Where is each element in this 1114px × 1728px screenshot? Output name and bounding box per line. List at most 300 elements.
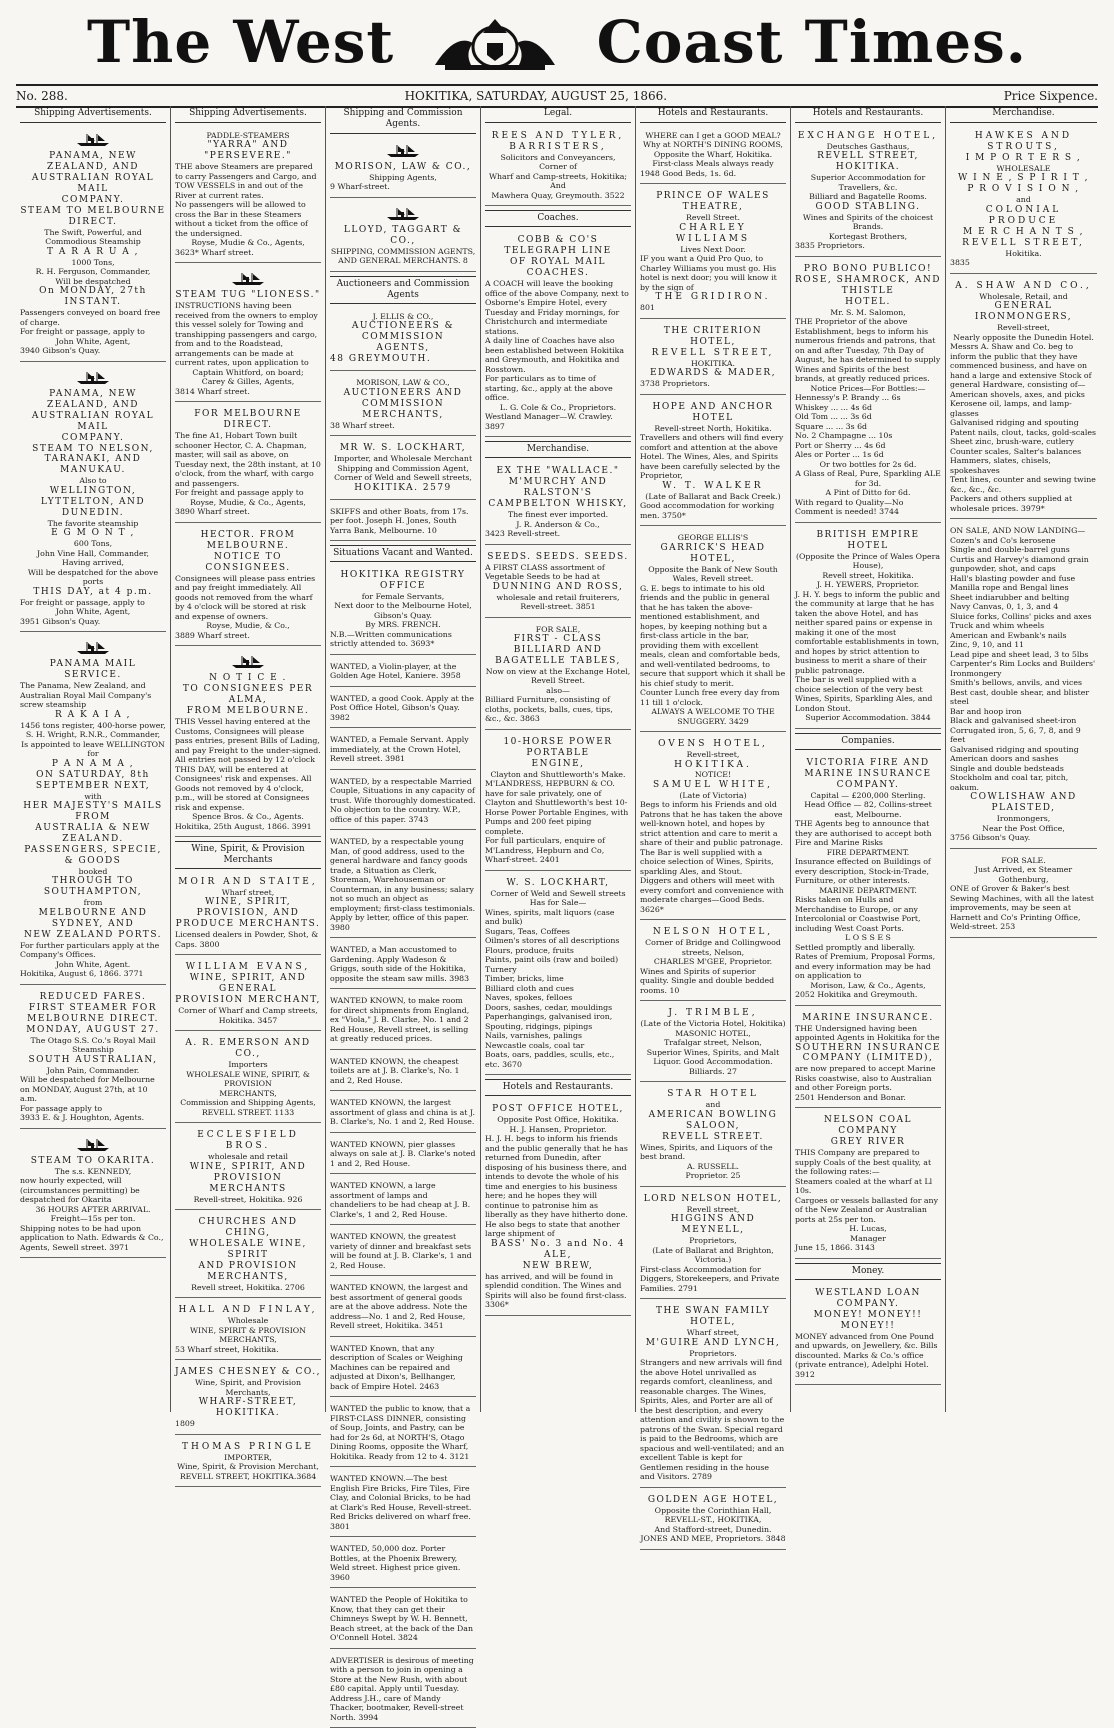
ad-line: WANTED the People of Hokitika to Know, that they can get their Chimneys Swept by W. H. Bennett, Beach street, at the back of the Dan O'Connell Hotel. 3824 bbox=[330, 1595, 473, 1643]
ad-line: Next door to the Melbourne Hotel, bbox=[334, 601, 472, 611]
ad-line: 1809 bbox=[175, 1419, 195, 1429]
ad-line: Tent lines, counter and sewing twine &c., &c., &c. bbox=[950, 475, 1096, 494]
advertisement bbox=[175, 266, 321, 402]
ad-line: GOLDEN AGE HOTEL, bbox=[647, 1494, 779, 1505]
ad-line: HIGGINS AND MEYNELL, bbox=[670, 1214, 756, 1236]
ad-line: Doors, sashes, cedar, mouldings bbox=[485, 1002, 613, 1012]
ad-line: SOUTHERN INSURANCE COMPANY (LIMITED), bbox=[795, 1042, 941, 1064]
advertisement bbox=[175, 1126, 321, 1210]
ad-line: Curtis and Harvey's diamond grain gunpowder, shot, and caps bbox=[950, 554, 1089, 574]
ship-icon bbox=[230, 655, 266, 669]
ad-line: Will be despatched for the above ports bbox=[27, 567, 159, 587]
ad-line: 9 Wharf-street. bbox=[330, 182, 390, 192]
ad-line: The fine A1, Hobart Town built schooner Hector, C. A. Chapman, master, will sail as above, on Tuesday next, the 28th instant, at 10 o'clock, from the wharf, with cargo and passengers. bbox=[175, 431, 321, 488]
advertisement bbox=[175, 127, 321, 263]
advertisement bbox=[330, 566, 476, 655]
ad-line: Paints, paint oils (raw and boiled) bbox=[485, 955, 619, 965]
ad-line: Corner of bbox=[539, 162, 577, 172]
ship-icon bbox=[75, 1138, 111, 1152]
ad-line: Messrs A. Shaw and Co. beg to inform the public that they have commenced business, and have on hand a large and extensive Stock of general Hardware, consisting of— bbox=[950, 342, 1092, 390]
ad-line: 801 bbox=[640, 303, 655, 313]
column-heading: Hotels and Restaurants. bbox=[640, 106, 786, 123]
ad-line: WHOLESALE bbox=[996, 163, 1051, 173]
ad-line: IMPORTER, bbox=[224, 1452, 272, 1462]
ad-line: Wharf street, bbox=[221, 887, 275, 897]
advertisement bbox=[950, 277, 1097, 519]
ad-line: Smith's bellows, anvils, and vices bbox=[950, 678, 1082, 688]
ad-line: R A K A I A , bbox=[54, 709, 132, 720]
ad-line: Proprietor. 25 bbox=[685, 1171, 741, 1181]
ad-line: NEW ZEALAND PORTS. bbox=[23, 929, 163, 940]
section-heading: Wine, Spirit, & Provision Merchants bbox=[175, 841, 321, 869]
ad-line: And Stafford-street, Dunedin. bbox=[654, 1524, 772, 1534]
ad-line: 38 Wharf street. bbox=[330, 420, 395, 430]
ad-line: NELSON HOTEL, bbox=[652, 927, 774, 938]
ad-line: also— bbox=[546, 685, 570, 695]
ad-line: American and Ewbank's nails bbox=[950, 630, 1067, 640]
ad-line: STEAM TO MELBOURNE DIRECT. bbox=[20, 205, 166, 227]
ad-line: WANTED KNOWN, the greatest variety of dinner and breakfast sets will be found at J. B. Clarke's, 1 and 2, Red House. bbox=[330, 1232, 472, 1270]
ad-line: Trafalgar street, Nelson, bbox=[664, 1038, 762, 1048]
ad-line: WINE, SPIRIT, AND bbox=[189, 1161, 307, 1172]
ship-icon bbox=[230, 272, 266, 286]
ad-line: Navy Canvas, 0, 1, 3, and 4 bbox=[950, 602, 1059, 612]
ad-line: A Pint of Ditto for 6d. bbox=[825, 488, 911, 498]
ad-line: HALL AND FINLAY, bbox=[178, 1305, 318, 1316]
ad-line: PROVISION MERCHANTS bbox=[209, 1172, 287, 1194]
ad-line: WANTED, a Violin-player, at the Golden Age Hotel, Kaniere. 3958 bbox=[330, 661, 461, 681]
ad-line: THE Proprietor of the above Establishment, begs to inform his numerous friends and patrons, that on and after Tuesday, 7th Day of August, he has determined to supply Wines and Spirits of the best brands, at greatly reduced prices. bbox=[795, 317, 941, 384]
ad-line: A. R. EMERSON AND CO., bbox=[185, 1038, 311, 1060]
ad-line: The s.s. KENNEDY, bbox=[54, 1166, 132, 1176]
ad-line: STAR HOTEL bbox=[667, 1089, 759, 1100]
ad-line: AUSTRALIAN ROYAL MAIL bbox=[31, 172, 155, 194]
ad-line: ALWAYS A WELCOME TO THE SNUGGERY. 3429 bbox=[651, 707, 775, 726]
ad-line: Lead pipe and sheet lead, 3 to 5lbs bbox=[950, 649, 1089, 659]
ad-line: 2501 Henderson and Bonar. bbox=[795, 1092, 906, 1102]
ad-line: STEAM TO NELSON, TARANAKI, AND MANUKAU. bbox=[32, 443, 154, 476]
advertisement bbox=[795, 1111, 941, 1258]
ad-line: 3951 Gibson's Quay. bbox=[20, 616, 101, 626]
ad-line: for Female Servants, bbox=[361, 591, 445, 601]
section-heading: Money. bbox=[795, 1263, 941, 1280]
advertisement bbox=[330, 138, 476, 198]
ad-line: BASS' No. 3 and No. 4 ALE, bbox=[491, 1238, 625, 1260]
ad-line: M'LANDRESS, HEPBURN & CO. have for sale privately, one of Clayton and Shuttleworth's best 10-Horse Power Portable Engines, with Pumps and 200 feet piping complete. bbox=[485, 779, 629, 836]
ad-line: WANTED Known, that any description of Scales or Weighing Machines can be repaired and adjusted at Dixon's, Bellhanger, back of Empire Hotel. 2463 bbox=[330, 1343, 463, 1391]
advertisement bbox=[640, 322, 786, 395]
ad-line: Sluice forks, Collins' picks and axes bbox=[950, 611, 1092, 621]
ad-line: GOOD STABLING. bbox=[815, 201, 921, 212]
ad-line: Having arrived, bbox=[62, 558, 124, 568]
ad-line: NELSON COAL COMPANY bbox=[824, 1115, 912, 1137]
ad-line: OF ROYAL MAIL COACHES. bbox=[510, 257, 606, 279]
ad-line: By MRS. FRENCH. bbox=[365, 620, 441, 630]
advertisement bbox=[485, 1100, 631, 1315]
ad-line: EXCHANGE HOTEL, bbox=[797, 130, 939, 141]
ad-line: For particulars as to time of starting, &c., apply at the above office. bbox=[485, 374, 613, 403]
ad-line: Licensed dealers in Powder, Shot, & Caps. 3800 bbox=[175, 930, 319, 949]
ad-line: WHARF-STREET, HOKITIKA. bbox=[198, 1397, 298, 1419]
ad-line: Billiard cloth and cues bbox=[485, 983, 574, 993]
ad-line: W I N E , S P I R I T , bbox=[957, 173, 1090, 184]
ad-line: H. Lucas, bbox=[849, 1224, 887, 1234]
ad-line: Port or Sherry ... 4s 6d bbox=[795, 440, 886, 450]
ad-line: 3890 Wharf street. bbox=[175, 507, 250, 517]
ad-line: L O S S E S bbox=[845, 933, 891, 943]
ad-line: MONEY advanced from One Pound and upwards, on Jewellery, &c. Bills discounted. Marks & Co.'s office (private entrance), Adelphi Hotel. 3912 bbox=[795, 1331, 938, 1379]
ad-line: STEAM TO OKARITA. bbox=[30, 1155, 156, 1166]
ad-line: Shipping notes to be had upon application to Nath. Edwards & Co., Agents, Sewell street. 3971 bbox=[20, 1223, 164, 1252]
advertisement bbox=[640, 187, 786, 318]
ad-line: Near the Post Office, bbox=[982, 823, 1065, 833]
ad-line: 1000 Tons, bbox=[71, 257, 115, 267]
ad-line: VICTORIA FIRE AND MARINE INSURANCE COMPANY. bbox=[804, 757, 932, 790]
advertisement bbox=[20, 365, 166, 633]
ad-line: Galvanised ridging and spouting bbox=[950, 418, 1079, 428]
ad-line: Revell-street, bbox=[997, 323, 1050, 333]
advertisement bbox=[20, 127, 166, 362]
ad-line: N.B.—Written communications strictly attended to. 3693* bbox=[330, 629, 452, 649]
advertisement bbox=[485, 874, 631, 1075]
advertisement bbox=[330, 1470, 476, 1537]
ad-line: Hall's blasting powder and fuse bbox=[950, 573, 1076, 583]
ad-line: wholesale and retail fruiterers, bbox=[496, 592, 620, 602]
ad-line: Single and double bedsteads bbox=[950, 763, 1064, 773]
advertisement bbox=[795, 1009, 941, 1109]
ad-line: Corner of Weld and Sewell streets, bbox=[334, 473, 472, 483]
ad-line: REVELL STREET, bbox=[962, 237, 1085, 248]
ad-line: Hokitika. 3457 bbox=[218, 1015, 278, 1025]
ad-line: WANTED the public to know, that a FIRST-CLASS DINNER, consisting of Soup, Joints, and Pastry, can be had for 2s 6d, at NORTH'S, Otago Dining Rooms, opposite the Wharf, Hokitika. Ready from 12 to 4. 3121 bbox=[330, 1404, 471, 1461]
ad-line: Hokitika. bbox=[1005, 248, 1042, 258]
ship-icon bbox=[385, 207, 421, 221]
ad-line: GENERAL IRONMONGERS, bbox=[974, 301, 1073, 323]
ad-line: No passengers will be allowed to cross the Bar in these Steamers without a ticket from the office of the undersigned. bbox=[175, 200, 308, 238]
ad-line: Carpenter's Rim Locks and Builders' Ironmongery bbox=[950, 659, 1096, 678]
ad-line: A daily line of Coaches have also been established between Hokitika and Greymouth, and Hokitika and Rosstown. bbox=[485, 336, 625, 374]
ad-line: Hokitika, 25th August, 1866. 3991 bbox=[175, 821, 312, 831]
ad-line: COMPANY. bbox=[61, 432, 125, 443]
ad-line: Passengers conveyed on board free of charge. bbox=[20, 308, 161, 327]
ad-line: M'GUIRE AND LYNCH, bbox=[645, 1337, 781, 1348]
ad-line: THIS DAY, at 4 p.m. bbox=[33, 586, 153, 597]
ad-line: And bbox=[550, 181, 566, 191]
ad-line: N O T I C E . bbox=[209, 673, 287, 684]
ad-line: Nearly opposite the Dunedin Hotel. bbox=[953, 332, 1094, 342]
ad-line: John White, Agent, bbox=[55, 607, 131, 617]
advertisement bbox=[330, 1279, 476, 1337]
ad-line: from bbox=[83, 898, 103, 908]
ad-line: Just Arrived, ex Steamer Gothenburg, bbox=[974, 865, 1073, 884]
ad-line: FOR SALE, bbox=[535, 624, 581, 634]
ad-line: HOKITIKA REGISTRY OFFICE bbox=[340, 569, 466, 591]
masthead-title-right: Coast Times. bbox=[596, 8, 1027, 76]
ad-line: June 15, 1866. 3143 bbox=[795, 1243, 875, 1253]
ad-line: WANTED KNOWN, a large assortment of lamps and chandeliers to be had cheap at J. B. Clarke's, 1 and 2, Red House. bbox=[330, 1181, 471, 1219]
ad-line: WANTED, by a respectable young Man, of good address, used to the general hardware and fancy goods trade, a Situation as Clerk, Storeman, Warehouseman or Counterman, in any business; salary not so much an object as employment; first-class testimonials. Apply by letter, office of this paper. 3980 bbox=[330, 837, 476, 932]
ad-line: Opposite Post Office, Hokitika. bbox=[497, 1115, 619, 1125]
ad-line: MARINE DEPARTMENT. bbox=[819, 885, 917, 895]
ad-line: Opposite the Corinthian Hall, bbox=[654, 1505, 772, 1515]
ad-line: NOTICE! bbox=[694, 770, 732, 780]
ad-line: L. G. Cole & Co., Proprietors. bbox=[499, 402, 617, 412]
ad-line: Mr. S. M. Salomon, bbox=[830, 307, 906, 317]
ad-line: Manager bbox=[850, 1233, 886, 1243]
ad-line: Also to bbox=[79, 476, 107, 486]
advertisement bbox=[330, 992, 476, 1050]
ad-line: Proprietors, bbox=[689, 1236, 737, 1246]
ad-line: SEEDS. SEEDS. SEEDS. bbox=[487, 551, 629, 562]
ad-line: Bar and hoop iron bbox=[950, 706, 1022, 716]
ad-line: POST OFFICE HOTEL, bbox=[492, 1104, 624, 1115]
ad-line: 1948 Good Beds, 1s. 6d. bbox=[640, 168, 737, 178]
coat-of-arms-icon bbox=[425, 13, 565, 73]
ad-line: Clayton and Shuttleworth's Make. bbox=[490, 769, 626, 779]
ad-line: Patent nails, clout, tacks, gold-scales bbox=[950, 427, 1096, 437]
ad-line: ROSE, SHAMROCK, AND THISTLE bbox=[795, 274, 941, 296]
advertisement bbox=[330, 731, 476, 770]
ad-line: COWLISHAW AND PLAISTED, bbox=[970, 792, 1077, 814]
ad-line: 3738 Proprietors. bbox=[640, 379, 710, 389]
column-heading: Shipping Advertisements. bbox=[20, 106, 166, 123]
advertisement bbox=[485, 548, 631, 618]
ad-line: FIRST - CLASS BILLIARD AND bbox=[513, 634, 603, 655]
advertisement bbox=[640, 127, 786, 185]
ad-line: With regard to Quality—No Comment is needed! 3744 bbox=[795, 497, 904, 517]
ad-line: GARRICK'S HEAD HOTEL, bbox=[660, 542, 766, 564]
advertisement bbox=[330, 690, 476, 729]
ad-line: AUSTRALIA & NEW ZEALAND. bbox=[35, 823, 151, 844]
ad-line: Old Tom ... ... 3s 6d bbox=[795, 412, 872, 422]
column-4 bbox=[481, 106, 636, 1412]
ad-line: I M P O R T E R S , bbox=[965, 152, 1082, 163]
ad-line: FOR MELBOURNE DIRECT. bbox=[194, 409, 302, 431]
ship-icon bbox=[75, 371, 111, 385]
ad-line: Sugars, Teas, Coffees bbox=[485, 926, 570, 936]
ad-line: PASSENGERS, SPECIE, & GOODS bbox=[24, 844, 162, 866]
ad-line: Wines and Spirits of superior quality. Single and double bedded rooms. 10 bbox=[640, 966, 775, 995]
ad-line: MARINE INSURANCE. bbox=[802, 1012, 934, 1023]
ad-line: J. H. YEWERS, Proprietor. bbox=[816, 580, 920, 590]
ad-line: Ironmongers, bbox=[996, 814, 1051, 824]
ad-line: COLONIAL PRODUCE bbox=[985, 204, 1062, 226]
ad-line: JONES AND MEE, Proprietors. 3848 bbox=[640, 1534, 786, 1544]
ad-line: DUNNING AND ROSS, bbox=[492, 581, 624, 592]
ad-line: Counter scales, Salter's balances bbox=[950, 446, 1082, 456]
column-7 bbox=[946, 106, 1101, 1412]
advertisement bbox=[330, 1540, 476, 1588]
ad-line: NEW BREW, bbox=[522, 1260, 594, 1271]
ad-line: wholesale and retail bbox=[208, 1152, 288, 1162]
ad-line: John Pain, Commander. bbox=[46, 1065, 140, 1075]
ad-line: Notice Prices—For Bottles:— bbox=[810, 383, 926, 393]
ad-line: John White, Agent, bbox=[55, 336, 131, 346]
ad-line: Proprietors. bbox=[689, 1348, 737, 1358]
ad-line: ECCLESFIELD BROS. bbox=[197, 1130, 299, 1152]
advertisement bbox=[795, 260, 941, 523]
ad-line: No. 2 Champagne ... 10s bbox=[795, 431, 893, 441]
advertisement bbox=[330, 1591, 476, 1649]
advertisement bbox=[330, 773, 476, 831]
ad-line: booked bbox=[78, 866, 108, 876]
ad-line: with bbox=[84, 791, 102, 801]
advertisement bbox=[795, 526, 941, 729]
ad-line: COMPANY. bbox=[61, 194, 125, 205]
ad-line: Timber, bricks, lime bbox=[485, 974, 564, 984]
ad-line: 3814 Wharf street. bbox=[175, 386, 250, 396]
ad-line: Revell-street. 3851 bbox=[520, 602, 596, 612]
ad-line: Revell street, bbox=[686, 1204, 740, 1214]
advertisement bbox=[175, 1301, 321, 1360]
section-heading: Hotels and Restaurants. bbox=[485, 1079, 631, 1096]
ad-line: Cozen's and Co's kerosene bbox=[950, 535, 1056, 545]
ad-line: SKIFFS and other Boats, from 17s. per foot. Joseph H. Jones, South Yarra Bank, Melbourne. 10 bbox=[330, 506, 469, 535]
ad-line: EDWARDS & MADER, bbox=[649, 368, 777, 379]
advertisement bbox=[950, 127, 1097, 274]
advertisement bbox=[485, 231, 631, 437]
ad-line: MR W. S. LOCKHART, bbox=[339, 443, 467, 454]
ad-line: J. ELLIS & CO., bbox=[372, 311, 434, 321]
ad-line: PANAMA, NEW ZEALAND, AND bbox=[47, 150, 139, 172]
ad-line: Best cast, double shear, and blister steel bbox=[950, 687, 1090, 707]
ad-line: AUCTIONEERS & COMMISSION bbox=[351, 321, 455, 343]
ad-line: THOMAS PRINGLE bbox=[182, 1441, 314, 1452]
column-heading: Merchandise. bbox=[950, 106, 1097, 123]
ad-line: Good accommodation for working men. 3750* bbox=[640, 501, 775, 520]
place-date: HOKITIKA, SATURDAY, AUGUST 25, 1866. bbox=[404, 89, 668, 103]
ad-line: Wines, Spirits, and Liquors of the best brand. bbox=[640, 1142, 773, 1162]
ad-line: HOTEL. bbox=[845, 296, 891, 307]
ad-line: Wines and Spirits of the choicest Brands. bbox=[802, 212, 934, 232]
ad-line: HOKITIKA. 2579 bbox=[354, 482, 452, 493]
ad-line: CHARLEY WILLIAMS bbox=[675, 222, 751, 244]
ad-line: For full particulars, enquire of M'Landress, Hepburn and Co, Wharf-street. 2401 bbox=[485, 836, 606, 865]
ad-line: REVELL STREET. bbox=[662, 1131, 764, 1142]
ad-line: Capital — £200,000 Sterling. bbox=[810, 790, 926, 800]
ad-line: 3889 Wharf street. bbox=[175, 630, 250, 640]
ad-line: REVELL STREET, bbox=[651, 347, 775, 358]
ad-line: 3756 Gibson's Quay. bbox=[950, 833, 1031, 843]
ad-line: Black and galvanised sheet-iron bbox=[950, 716, 1077, 726]
ad-line: GREY RIVER bbox=[830, 1137, 906, 1148]
ad-line: H. J. Hansen, Proprietor. bbox=[509, 1124, 607, 1134]
ad-line: Spence Bros. & Co., Agents. bbox=[192, 812, 304, 822]
column-5 bbox=[636, 106, 791, 1544]
ad-line: MERCHANTS, bbox=[219, 1088, 277, 1098]
ad-line: A COACH will leave the booking office of the above Company, next to Osborne's Empire Hotel, every Tuesday and Friday mornings, for Christchurch and intermediate stations. bbox=[485, 279, 629, 336]
ad-line: Revell-street, Hokitika. 926 bbox=[193, 1194, 303, 1204]
ad-line: COBB & CO'S TELEGRAPH LINE bbox=[504, 235, 612, 257]
ad-line: Oilmen's stores of all descriptions bbox=[485, 936, 620, 946]
ad-line: Paperhangings, galvanised iron, Spouting, ridgings, pipings bbox=[485, 1012, 613, 1031]
advertisement bbox=[795, 1284, 941, 1385]
ad-line: THE CRITERION HOTEL, bbox=[663, 325, 763, 347]
ad-line: (Late of the Victoria Hotel, Hokitika) MASONIC HOTEL, bbox=[640, 1019, 786, 1038]
advertisement bbox=[330, 439, 476, 499]
ad-line: CHARLES M'GEE, Proprietor. bbox=[653, 957, 773, 967]
ad-line: Commission and Shipping Agents, bbox=[180, 1098, 316, 1108]
section-heading: Companies. bbox=[795, 733, 941, 750]
ad-line: BRITISH EMPIRE HOTEL bbox=[816, 529, 920, 551]
ad-line: FOR SALE. bbox=[1001, 855, 1046, 865]
advertisement bbox=[330, 941, 476, 989]
ad-line: American shovels, axes, and picks bbox=[950, 389, 1085, 399]
ad-line: Settled promptly and liberally. bbox=[795, 942, 916, 952]
ad-line: WANTED KNOWN, pier glasses always on sale at J. B. Clarke's noted 1 and 2, Red House. bbox=[330, 1139, 476, 1168]
ad-line: now hourly expected, will (circumstances permitting) be despatched for Okarita bbox=[20, 1176, 140, 1205]
column-3 bbox=[326, 106, 481, 1722]
ad-line: MERCHANTS, bbox=[362, 409, 444, 420]
ad-line: has arrived, and will be found in splendid condition. The Wines and Spirits will also be found first-class. 3306* bbox=[485, 1271, 627, 1310]
ad-line: Nails, varnishes, palings bbox=[485, 1031, 582, 1041]
advertisement bbox=[330, 1400, 476, 1467]
advertisement bbox=[330, 833, 476, 938]
ad-line: Lives Next Door. bbox=[680, 244, 746, 254]
advertisement bbox=[640, 398, 786, 526]
ad-line: Is appointed to leave WELLINGTON for bbox=[21, 739, 165, 759]
ad-line: Carey & Gilles, Agents, bbox=[201, 377, 295, 387]
advertisement bbox=[330, 503, 476, 542]
ad-line: WINE, SPIRIT, PROVISION, AND bbox=[196, 897, 300, 919]
ad-line: The Panama, New Zealand, and Australian Royal Mail Company's screw steamship bbox=[20, 681, 152, 710]
ad-line: HAWKES AND STROUTS, bbox=[974, 130, 1073, 152]
ad-line: The finest ever imported. bbox=[507, 510, 609, 520]
ad-line: Manilla rope and Bengal lines bbox=[950, 583, 1069, 593]
ad-line: M'MURCHY AND RALSTON'S bbox=[508, 477, 608, 499]
ad-line: PRO BONO PUBLICO! bbox=[803, 263, 933, 274]
ad-line: For freight or passage, apply to bbox=[20, 597, 145, 607]
column-6 bbox=[791, 106, 946, 1412]
advertisement bbox=[640, 1085, 786, 1186]
ad-line: Stockholm and coal tar, pitch, oakum. bbox=[950, 773, 1069, 792]
advertisement bbox=[795, 127, 941, 257]
ad-line: Sheet zinc, brush-ware, cutlery bbox=[950, 437, 1074, 447]
ad-line: A. SHAW AND CO., bbox=[955, 280, 1092, 291]
ad-line: W. S. LOCKHART, bbox=[506, 877, 610, 888]
advertisement bbox=[20, 635, 166, 984]
ad-line: WANTED KNOWN, the largest and best assortment of general goods are at the above address. Note the address—No. 1 and 2, Red House, Revell street, Hokitika. 3451 bbox=[330, 1283, 469, 1331]
ad-line: For further particulars apply at the Company's Offices. bbox=[20, 940, 160, 960]
ad-line: WANTED KNOWN, to make room for direct shipments from England, ex "Viola," J. B. Clarke, No. 1 and 2 Red House, Revell street, is selling at greatly reduced prices. bbox=[330, 996, 470, 1044]
advertisement bbox=[640, 1190, 786, 1299]
ad-line: Wharf and Camp-streets, Hokitika; bbox=[488, 171, 628, 181]
column-heading: Shipping and Commission Agents. bbox=[330, 106, 476, 134]
column-2 bbox=[171, 106, 326, 1481]
ad-line: WINE, SPIRIT & PROVISION MERCHANTS, bbox=[190, 1325, 306, 1345]
ad-line: P A N A M A , bbox=[51, 758, 135, 769]
ad-line: Opposite the Bank of New South Wales, Revell street. bbox=[648, 564, 778, 584]
ad-line: MELBOURNE AND SYDNEY, AND bbox=[38, 907, 148, 929]
ad-line: MOIR AND STAITE, bbox=[178, 877, 318, 887]
ad-line: SAMUEL WHITE, bbox=[653, 779, 773, 790]
ad-line: M E R C H A N T S , bbox=[963, 226, 1084, 237]
ad-line: THE GRIDIRON. bbox=[655, 292, 771, 303]
ad-line: DUNEDIN. bbox=[61, 507, 125, 518]
advertisement bbox=[175, 1363, 321, 1434]
ad-line: Diggers and others will meet with every comfort and convenience with moderate charges—Good Beds. 3626* bbox=[640, 876, 784, 914]
ad-line: IF you want a Quid Pro Quo, to Charley Williams you must go. His hotel is next door; you will know it by the sign of bbox=[640, 254, 777, 292]
ad-line: Insurance effected on Buildings of every description, Stock-in-Trade, Furniture, or other interests. bbox=[795, 857, 931, 886]
ad-line: SHIPPING, COMMISSION AGENTS, AND GENERAL MERCHANTS. 8 bbox=[330, 246, 476, 266]
ad-line: A Glass of Real, Pure, Sparkling ALE for 3d. bbox=[795, 469, 941, 488]
ad-line: WHERE can I get a GOOD MEAL? Why at NORTH'S DINING ROOMS, Opposite the Wharf, Hokitika. bbox=[642, 130, 784, 159]
ad-line: Revell-street, bbox=[686, 750, 740, 759]
ad-line: Strangers and new arrivals will find the above Hotel unrivalled as regards comfort, cleanliness, and reasonable charges. The Wines, Spirits, Ales, and Porter are all of the best description, and every attention and civility is shown to the patrons of the Swan. Special regard is paid to the Bedrooms, which are spacious and well-ventilated; and an excellent Table is kept for Gentlemen residing in the house and Visitors. 2789 bbox=[640, 1358, 785, 1482]
ad-line: 36 HOURS AFTER ARRIVAL. bbox=[35, 1204, 151, 1214]
ad-line: FIRE DEPARTMENT. bbox=[826, 847, 910, 857]
ad-line: Corrugated iron, 5, 6, 7, 8, and 9 feet bbox=[950, 725, 1081, 745]
